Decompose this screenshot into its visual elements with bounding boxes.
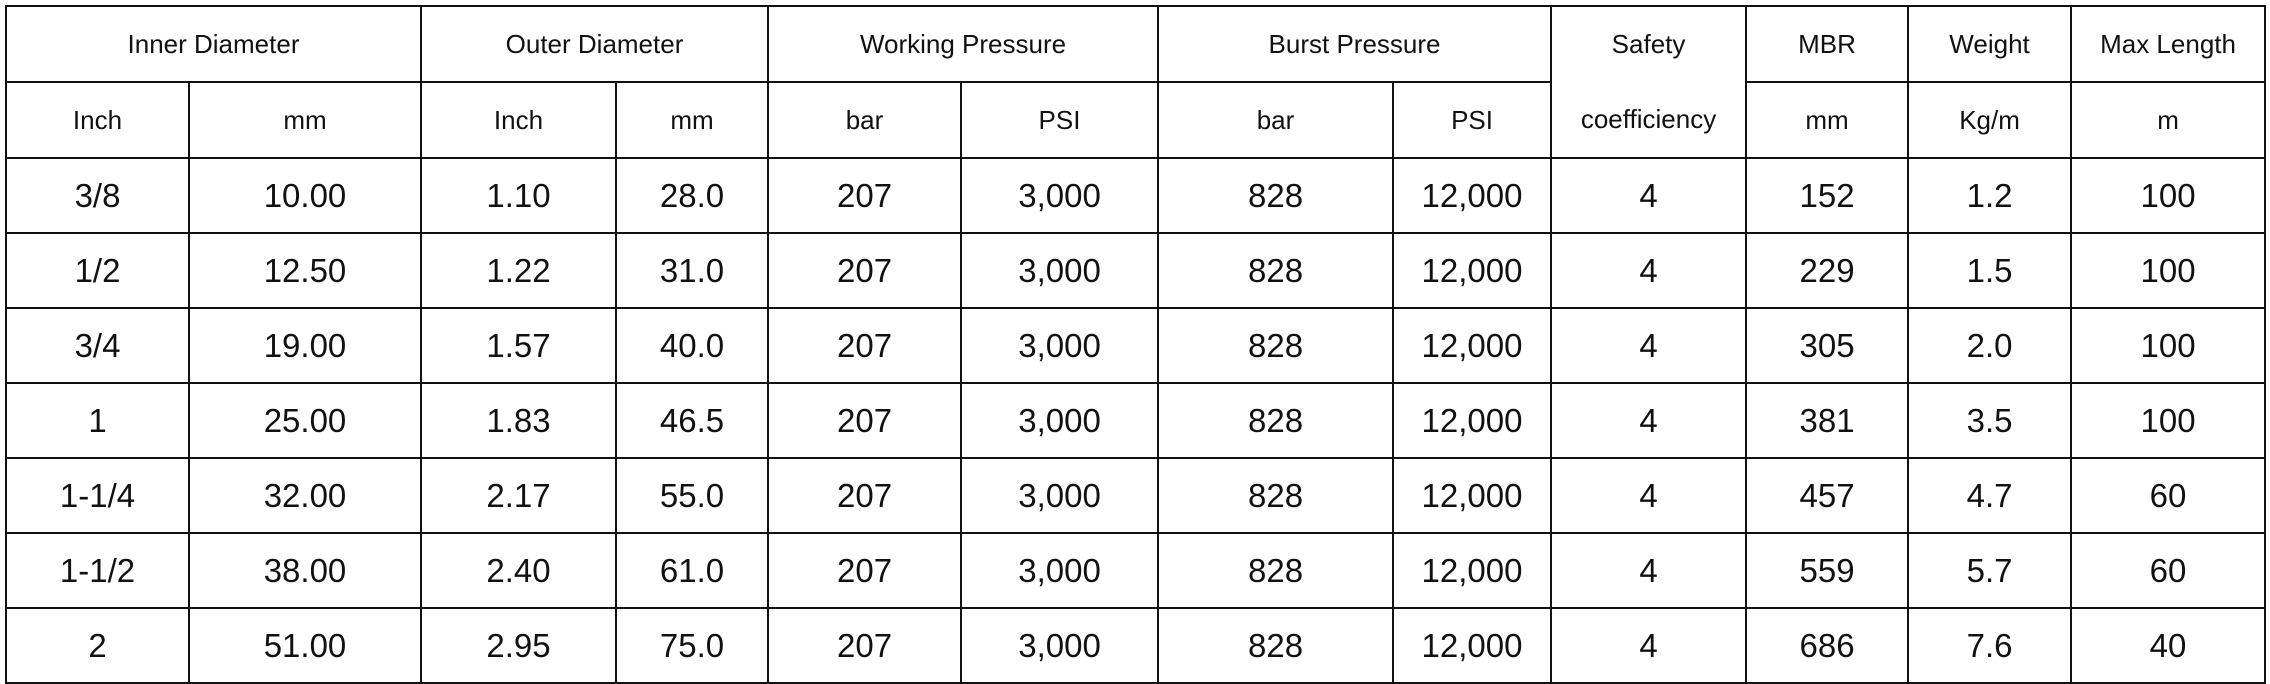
- cell-id-inch: 1-1/2: [6, 533, 189, 608]
- table-row: [6, 158, 2265, 233]
- cell-weight: 7.6: [1908, 608, 2071, 683]
- header-safety-coefficiency: [1551, 6, 1746, 158]
- table-row: [6, 533, 2265, 608]
- cell-wp-psi: 3,000: [961, 383, 1158, 458]
- cell-mbr: 686: [1746, 608, 1908, 683]
- cell-safety: 4: [1551, 308, 1746, 383]
- cell-wp-bar: 207: [768, 608, 961, 683]
- cell-wp-psi: 3,000: [961, 233, 1158, 308]
- cell-max-length: 100: [2071, 158, 2265, 233]
- cell-bp-bar: 828: [1158, 383, 1393, 458]
- cell-wp-bar: 207: [768, 533, 961, 608]
- cell-wp-psi: 3,000: [961, 308, 1158, 383]
- cell-bp-bar: 828: [1158, 308, 1393, 383]
- cell-wp-bar: 207: [768, 308, 961, 383]
- cell-id-mm: 51.00: [189, 608, 421, 683]
- unit-wp-psi: PSI: [961, 82, 1158, 158]
- cell-id-mm: 25.00: [189, 383, 421, 458]
- cell-wp-psi: 3,000: [961, 458, 1158, 533]
- header-outer-diameter: Outer Diameter: [421, 6, 768, 82]
- cell-id-mm: 10.00: [189, 158, 421, 233]
- cell-wp-bar: 207: [768, 458, 961, 533]
- cell-id-mm: 12.50: [189, 233, 421, 308]
- cell-id-inch: 3/8: [6, 158, 189, 233]
- cell-bp-psi: 12,000: [1393, 233, 1551, 308]
- cell-bp-psi: 12,000: [1393, 533, 1551, 608]
- header-max-length: Max Length: [2071, 6, 2265, 82]
- unit-mbr: mm: [1746, 82, 1908, 158]
- cell-bp-bar: 828: [1158, 608, 1393, 683]
- cell-mbr: 457: [1746, 458, 1908, 533]
- cell-od-mm: 61.0: [616, 533, 768, 608]
- cell-wp-psi: 3,000: [961, 608, 1158, 683]
- cell-bp-psi: 12,000: [1393, 608, 1551, 683]
- header-safety-line2: coefficiency: [1580, 104, 1717, 134]
- cell-mbr: 229: [1746, 233, 1908, 308]
- unit-max-length: m: [2071, 82, 2265, 158]
- cell-od-inch: 1.83: [421, 383, 616, 458]
- cell-od-mm: 75.0: [616, 608, 768, 683]
- unit-weight: Kg/m: [1908, 82, 2071, 158]
- cell-wp-psi: 3,000: [961, 158, 1158, 233]
- unit-od-mm: mm: [616, 82, 768, 158]
- cell-bp-bar: 828: [1158, 458, 1393, 533]
- header-inner-diameter: Inner Diameter: [6, 6, 421, 82]
- cell-od-inch: 2.40: [421, 533, 616, 608]
- cell-max-length: 60: [2071, 533, 2265, 608]
- cell-max-length: 100: [2071, 233, 2265, 308]
- cell-wp-bar: 207: [768, 158, 961, 233]
- header-mbr: MBR: [1746, 6, 1908, 82]
- cell-bp-bar: 828: [1158, 533, 1393, 608]
- unit-bp-psi: PSI: [1393, 82, 1551, 158]
- cell-od-mm: 46.5: [616, 383, 768, 458]
- cell-id-inch: 1: [6, 383, 189, 458]
- unit-od-inch: Inch: [421, 82, 616, 158]
- hose-spec-table: [5, 5, 2266, 684]
- header-burst-pressure: Burst Pressure: [1158, 6, 1551, 82]
- table-row: [6, 608, 2265, 683]
- cell-id-inch: 2: [6, 608, 189, 683]
- header-weight: Weight: [1908, 6, 2071, 82]
- header-safety-line1: Safety: [1611, 29, 1686, 59]
- cell-wp-bar: 207: [768, 233, 961, 308]
- unit-header-row: [6, 82, 2265, 158]
- cell-max-length: 100: [2071, 383, 2265, 458]
- cell-bp-bar: 828: [1158, 158, 1393, 233]
- cell-max-length: 60: [2071, 458, 2265, 533]
- cell-safety: 4: [1551, 383, 1746, 458]
- table-row: [6, 308, 2265, 383]
- cell-weight: 3.5: [1908, 383, 2071, 458]
- cell-weight: 1.2: [1908, 158, 2071, 233]
- cell-od-inch: 1.10: [421, 158, 616, 233]
- cell-bp-bar: 828: [1158, 233, 1393, 308]
- cell-bp-psi: 12,000: [1393, 383, 1551, 458]
- cell-weight: 2.0: [1908, 308, 2071, 383]
- cell-wp-psi: 3,000: [961, 533, 1158, 608]
- cell-max-length: 100: [2071, 308, 2265, 383]
- cell-od-inch: 2.95: [421, 608, 616, 683]
- cell-od-mm: 40.0: [616, 308, 768, 383]
- cell-id-inch: 1/2: [6, 233, 189, 308]
- cell-id-mm: 19.00: [189, 308, 421, 383]
- cell-wp-bar: 207: [768, 383, 961, 458]
- cell-safety: 4: [1551, 233, 1746, 308]
- cell-od-inch: 1.57: [421, 308, 616, 383]
- cell-od-inch: 2.17: [421, 458, 616, 533]
- cell-max-length: 40: [2071, 608, 2265, 683]
- cell-safety: 4: [1551, 608, 1746, 683]
- cell-od-inch: 1.22: [421, 233, 616, 308]
- cell-id-inch: 1-1/4: [6, 458, 189, 533]
- cell-mbr: 305: [1746, 308, 1908, 383]
- cell-mbr: 381: [1746, 383, 1908, 458]
- cell-id-inch: 3/4: [6, 308, 189, 383]
- cell-bp-psi: 12,000: [1393, 158, 1551, 233]
- cell-safety: 4: [1551, 158, 1746, 233]
- cell-od-mm: 55.0: [616, 458, 768, 533]
- cell-weight: 5.7: [1908, 533, 2071, 608]
- unit-id-mm: mm: [189, 82, 421, 158]
- cell-safety: 4: [1551, 458, 1746, 533]
- table-row: [6, 458, 2265, 533]
- cell-bp-psi: 12,000: [1393, 308, 1551, 383]
- unit-id-inch: Inch: [6, 82, 189, 158]
- unit-bp-bar: bar: [1158, 82, 1393, 158]
- table-row: [6, 383, 2265, 458]
- header-working-pressure: Working Pressure: [768, 6, 1158, 82]
- cell-mbr: 152: [1746, 158, 1908, 233]
- cell-id-mm: 38.00: [189, 533, 421, 608]
- cell-safety: 4: [1551, 533, 1746, 608]
- table-row: [6, 233, 2265, 308]
- cell-weight: 1.5: [1908, 233, 2071, 308]
- group-header-row: [6, 6, 2265, 82]
- unit-wp-bar: bar: [768, 82, 961, 158]
- cell-od-mm: 28.0: [616, 158, 768, 233]
- cell-id-mm: 32.00: [189, 458, 421, 533]
- cell-bp-psi: 12,000: [1393, 458, 1551, 533]
- cell-weight: 4.7: [1908, 458, 2071, 533]
- cell-od-mm: 31.0: [616, 233, 768, 308]
- cell-mbr: 559: [1746, 533, 1908, 608]
